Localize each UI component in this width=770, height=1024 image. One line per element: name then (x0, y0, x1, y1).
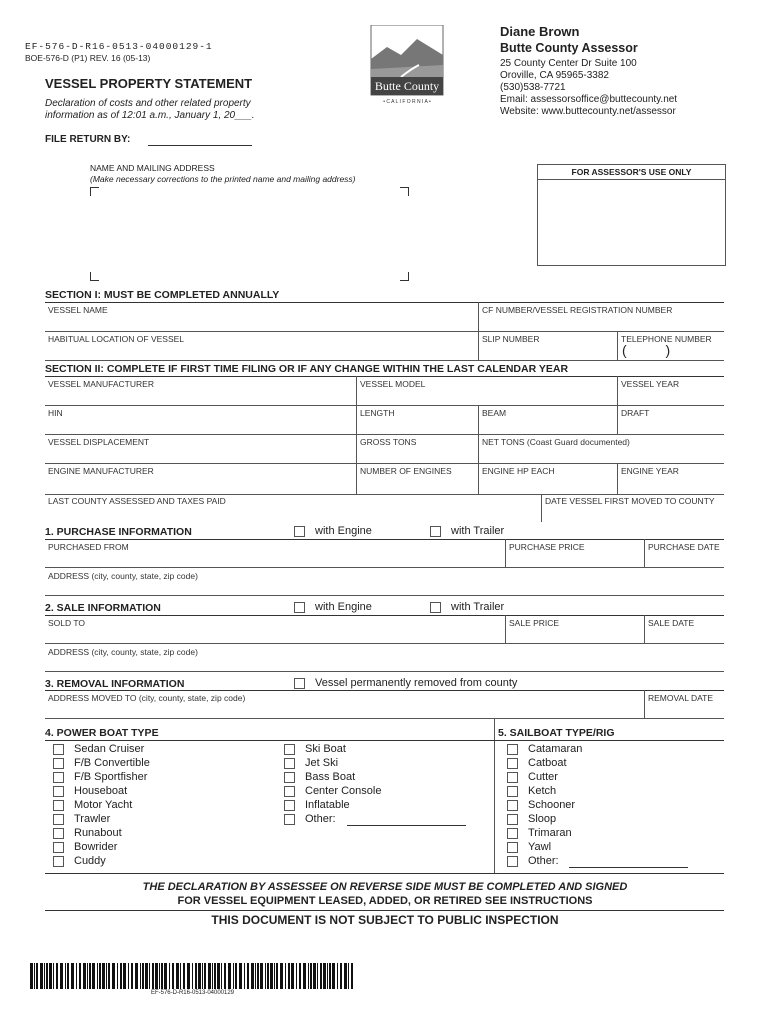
barcode-bar (195, 963, 197, 989)
assessor-phone: (530)538-7721 (500, 82, 566, 93)
boat-type-label: Motor Yacht (74, 799, 133, 811)
boat-type-label: Sloop (528, 813, 557, 825)
boat-type-label: Cutter (528, 771, 558, 783)
barcode-bar (299, 963, 301, 989)
barcode-bar (327, 963, 328, 989)
with-engine-label: with Engine (315, 601, 372, 613)
boat-type-label: Schooner (528, 799, 576, 811)
barcode-bar (142, 963, 144, 989)
date-moved-label: DATE VESSEL FIRST MOVED TO COUNTY (545, 496, 715, 506)
checkbox[interactable] (507, 828, 518, 839)
boat-type-option[interactable] (507, 841, 582, 855)
barcode-bar (323, 963, 326, 989)
vessel-year-label: VESSEL YEAR (621, 379, 680, 389)
boat-type-option[interactable] (507, 813, 582, 827)
boat-type-option[interactable] (507, 757, 582, 771)
checkbox[interactable] (284, 744, 295, 755)
sale-price-label: SALE PRICE (509, 618, 560, 628)
barcode-bar (155, 963, 158, 989)
checkbox[interactable] (507, 856, 518, 867)
purchase-price-label: PURCHASE PRICE (509, 542, 585, 552)
sale-address-label: ADDRESS (city, county, state, zip code) (48, 647, 198, 657)
removal-date-label: REMOVAL DATE (648, 693, 714, 703)
file-return-label: FILE RETURN BY: (45, 134, 131, 145)
manufacturer-label: VESSEL MANUFACTURER (48, 379, 154, 389)
boat-type-option[interactable] (284, 771, 381, 785)
displacement-label: VESSEL DISPLACEMENT (48, 437, 150, 447)
barcode-bar (169, 963, 170, 989)
checkbox[interactable] (284, 786, 295, 797)
barcode-bar (149, 963, 150, 989)
boat-type-label: F/B Sportfisher (74, 771, 148, 783)
barcode-bar (308, 963, 309, 989)
barcode-bar (36, 963, 38, 989)
barcode-bar (217, 963, 220, 989)
net-tons-label: NET TONS (Coast Guard documented) (482, 437, 630, 447)
assessor-website[interactable]: Website: www.buttecounty.net/assessor (500, 106, 676, 117)
barcode-bar (128, 963, 129, 989)
barcode-bar (159, 963, 160, 989)
barcode-bar (310, 963, 312, 989)
checkbox[interactable] (294, 678, 305, 689)
telephone-label: TELEPHONE NUMBER (621, 334, 712, 344)
cf-number-label: CF NUMBER/VESSEL REGISTRATION NUMBER (482, 305, 673, 315)
checkbox[interactable] (53, 758, 64, 769)
barcode-bar (176, 963, 179, 989)
county-logo (367, 25, 447, 105)
barcode-bar (204, 963, 206, 989)
corner-mark (90, 272, 99, 281)
barcode-bar (46, 963, 48, 989)
boat-type-label: Catboat (528, 757, 567, 769)
corner-mark (90, 187, 99, 196)
engine-year-label: ENGINE YEAR (621, 466, 679, 476)
barcode-bar (79, 963, 81, 989)
boat-type-label: Jet Ski (305, 757, 339, 769)
subtitle-1: Declaration of costs and other related property (45, 98, 251, 109)
assessor-office: Butte County Assessor (500, 41, 638, 55)
barcode-bar (112, 963, 115, 989)
barcode-bar (180, 963, 181, 989)
vessel-name-label: VESSEL NAME (48, 305, 108, 315)
barcode-bar (340, 963, 342, 989)
boat-type-label: Other: (528, 855, 559, 867)
barcode-bar (183, 963, 185, 989)
barcode-bar (145, 963, 148, 989)
boat-type-label: F/B Convertible (74, 757, 150, 769)
barcode-bar (348, 963, 349, 989)
mailing-note: (Make necessary corrections to the printed name and mailing address) (90, 174, 356, 184)
barcode-bar (288, 963, 290, 989)
barcode-bar (135, 963, 138, 989)
checkbox[interactable] (53, 828, 64, 839)
checkbox[interactable] (53, 786, 64, 797)
with-trailer-label: with Trailer (451, 601, 505, 613)
logo-text: Butte County (374, 79, 440, 93)
boat-type-label: Trawler (74, 813, 111, 825)
barcode-bar (97, 963, 98, 989)
barcode-bar (276, 963, 278, 989)
barcode-bar (212, 963, 213, 989)
checkbox[interactable] (53, 800, 64, 811)
boat-type-label: Sedan Cruiser (74, 743, 145, 755)
boat-type-label: Ketch (528, 785, 557, 797)
boat-type-label: Yawl (528, 841, 552, 853)
checkbox[interactable] (507, 786, 518, 797)
purchase-date-label: PURCHASE DATE (648, 542, 720, 552)
barcode-bar (67, 963, 69, 989)
barcode-bar (251, 963, 254, 989)
sale-title: 2. SALE INFORMATION (45, 602, 161, 614)
barcode-bar (65, 963, 66, 989)
barcode-bar (337, 963, 338, 989)
checkbox[interactable] (284, 800, 295, 811)
boat-type-label: Houseboat (74, 785, 128, 797)
barcode-bar (351, 963, 353, 989)
assessor-name: Diane Brown (500, 24, 580, 39)
checkbox[interactable] (507, 744, 518, 755)
boat-type-label: Cuddy (74, 855, 106, 867)
barcode-bar (30, 963, 33, 989)
checkbox[interactable] (294, 526, 305, 537)
barcode-bar (56, 963, 58, 989)
moved-to-label: ADDRESS MOVED TO (city, county, state, zip code) (48, 693, 246, 703)
boat-type-option[interactable] (284, 757, 381, 771)
checkbox[interactable] (53, 772, 64, 783)
barcode-bar (120, 963, 122, 989)
barcode-bar (49, 963, 52, 989)
barcode-bar (140, 963, 141, 989)
barcode-bar (274, 963, 275, 989)
barcode-bar (296, 963, 297, 989)
barcode-bar (320, 963, 322, 989)
form-revision: BOE-576-D (P1) REV. 16 (05-13) (25, 53, 151, 63)
barcode-bar (313, 963, 316, 989)
barcode-bar (221, 963, 222, 989)
barcode-bar (280, 963, 283, 989)
sale-date-label: SALE DATE (648, 618, 695, 628)
boat-type-option[interactable] (507, 785, 582, 799)
sailboat-title: 5. SAILBOAT TYPE/RIG (498, 727, 615, 739)
boat-type-label: Ski Boat (305, 743, 346, 755)
barcode-bar (108, 963, 110, 989)
barcode-bar (208, 963, 211, 989)
boat-type-label: Bowrider (74, 841, 118, 853)
section2-title: SECTION II: COMPLETE IF FIRST TIME FILING OR IF ANY CHANGE WITHIN THE LAST CALENDAR YEAR (45, 363, 569, 375)
barcode-bar (172, 963, 174, 989)
barcode-bar (152, 963, 154, 989)
boat-type-option[interactable] (53, 771, 150, 785)
barcode-bar (285, 963, 286, 989)
boat-type-option[interactable] (284, 785, 381, 799)
barcode-bar (106, 963, 107, 989)
boat-type-option[interactable] (507, 799, 582, 813)
checkbox[interactable] (284, 814, 295, 825)
form-code: EF-576-D-R16-0513-04000129-1 (25, 41, 213, 52)
boat-type-label: Other: (305, 813, 336, 825)
purchase-with-engine[interactable] (294, 525, 372, 537)
instructions-notice: FOR VESSEL EQUIPMENT LEASED, ADDED, OR RETIRED SEE INSTRUCTIONS (177, 895, 593, 907)
barcode-bar (265, 963, 266, 989)
barcode-bar (235, 963, 237, 989)
section1-title: SECTION I: MUST BE COMPLETED ANNUALLY (45, 289, 280, 301)
model-label: VESSEL MODEL (360, 379, 426, 389)
hin-label: HIN (48, 408, 63, 418)
boat-type-option[interactable] (507, 827, 582, 841)
barcode-bar (260, 963, 263, 989)
checkbox[interactable] (507, 814, 518, 825)
assessor-use-box (537, 164, 726, 266)
barcode-bar (192, 963, 193, 989)
checkbox[interactable] (430, 526, 441, 537)
checkbox[interactable] (507, 800, 518, 811)
barcode-bar (224, 963, 226, 989)
barcode-text: EF-576-D-R16-0513-04000129 (150, 990, 235, 996)
barcode-bar (89, 963, 91, 989)
barcode-bar (291, 963, 294, 989)
barcode-bar (44, 963, 45, 989)
boat-type-option[interactable] (53, 841, 150, 855)
barcode-bar (71, 963, 74, 989)
checkbox[interactable] (284, 772, 295, 783)
removed-from-county-option[interactable] (294, 677, 517, 689)
public-inspection-notice: THIS DOCUMENT IS NOT SUBJECT TO PUBLIC INSPECTION (211, 913, 559, 927)
purchase-title: 1. PURCHASE INFORMATION (45, 526, 192, 538)
last-county-label: LAST COUNTY ASSESSED AND TAXES PAID (48, 496, 226, 506)
barcode-bar (255, 963, 256, 989)
draft-label: DRAFT (621, 408, 650, 418)
removed-label: Vessel permanently removed from county (315, 677, 518, 689)
barcode-bar (202, 963, 203, 989)
barcode (30, 963, 355, 989)
checkbox[interactable] (430, 602, 441, 613)
checkbox[interactable] (284, 758, 295, 769)
corner-mark (400, 187, 409, 196)
checkbox[interactable] (53, 842, 64, 853)
checkbox[interactable] (507, 842, 518, 853)
barcode-bar (214, 963, 216, 989)
page-title: VESSEL PROPERTY STATEMENT (45, 76, 253, 91)
mailing-label: NAME AND MAILING ADDRESS (90, 163, 215, 173)
barcode-bar (198, 963, 201, 989)
purchased-from-label: PURCHASED FROM (48, 542, 129, 552)
barcode-bar (303, 963, 306, 989)
declaration-notice: THE DECLARATION BY ASSESSEE ON REVERSE SIDE MUST BE COMPLETED AND SIGNED (142, 881, 628, 893)
barcode-bar (99, 963, 101, 989)
telephone-area-code[interactable]: ( ) (622, 342, 671, 358)
power-boat-title: 4. POWER BOAT TYPE (45, 727, 159, 739)
boat-type-option[interactable] (53, 757, 150, 771)
assessor-address1: 25 County Center Dr Suite 100 (500, 58, 637, 69)
habitual-location-label: HABITUAL LOCATION OF VESSEL (48, 334, 185, 344)
assessor-use-label: FOR ASSESSOR'S USE ONLY (538, 165, 725, 180)
barcode-bar (332, 963, 335, 989)
beam-label: BEAM (482, 408, 507, 418)
boat-type-label: Trimaran (528, 827, 572, 839)
boat-type-option[interactable] (507, 743, 582, 757)
barcode-bar (164, 963, 167, 989)
num-engines-label: NUMBER OF ENGINES (360, 466, 452, 476)
boat-type-option[interactable] (284, 743, 381, 757)
engine-hp-label: ENGINE HP EACH (482, 466, 555, 476)
barcode-bar (161, 963, 163, 989)
assessor-contact (500, 58, 677, 118)
sale-with-trailer[interactable] (430, 601, 504, 613)
slip-number-label: SLIP NUMBER (482, 334, 540, 344)
barcode-bar (344, 963, 347, 989)
with-trailer-label: with Trailer (451, 525, 505, 537)
assessor-address2: Oroville, CA 95965-3382 (500, 70, 609, 81)
barcode-bar (244, 963, 245, 989)
sailboat-list (507, 743, 582, 869)
corner-mark (400, 272, 409, 281)
logo-sub: • C A L I F O R N I A • (383, 99, 431, 105)
sale-with-engine[interactable] (294, 601, 372, 613)
removal-title: 3. REMOVAL INFORMATION (45, 678, 185, 690)
barcode-bar (329, 963, 331, 989)
barcode-bar (257, 963, 259, 989)
barcode-bar (34, 963, 35, 989)
barcode-bar (60, 963, 63, 989)
barcode-bar (233, 963, 234, 989)
boat-type-option[interactable] (53, 813, 150, 827)
barcode-bar (76, 963, 77, 989)
gross-tons-label: GROSS TONS (360, 437, 417, 447)
barcode-bar (317, 963, 318, 989)
checkbox[interactable] (53, 814, 64, 825)
barcode-bar (267, 963, 269, 989)
subtitle-2: information as of 12:01 a.m., January 1, 20___. (45, 110, 255, 121)
purchase-address-label: ADDRESS (city, county, state, zip code) (48, 571, 198, 581)
barcode-bar (87, 963, 88, 989)
barcode-bar (131, 963, 133, 989)
power-boat-list-1 (53, 743, 150, 869)
boat-type-option[interactable] (53, 855, 150, 869)
length-label: LENGTH (360, 408, 395, 418)
barcode-bar (83, 963, 86, 989)
purchase-with-trailer[interactable] (430, 525, 504, 537)
checkbox[interactable] (507, 772, 518, 783)
boat-type-option[interactable] (53, 743, 150, 757)
boat-type-label: Runabout (74, 827, 122, 839)
checkbox[interactable] (507, 758, 518, 769)
boat-type-option[interactable] (53, 799, 150, 813)
barcode-bar (40, 963, 43, 989)
with-engine-label: with Engine (315, 525, 372, 537)
boat-type-label: Catamaran (528, 743, 583, 755)
assessor-email[interactable]: Email: assessorsoffice@buttecounty.net (500, 94, 678, 105)
boat-type-option[interactable] (507, 771, 582, 785)
sold-to-label: SOLD TO (48, 618, 86, 628)
boat-type-label: Bass Boat (305, 771, 356, 783)
boat-type-label: Center Console (305, 785, 382, 797)
boat-type-option[interactable] (53, 827, 150, 841)
barcode-bar (117, 963, 118, 989)
barcode-bar (187, 963, 190, 989)
barcode-bar (92, 963, 95, 989)
barcode-bar (247, 963, 249, 989)
barcode-bar (102, 963, 105, 989)
boat-type-option[interactable] (53, 785, 150, 799)
boat-type-label: Inflatable (305, 799, 350, 811)
boat-type-option[interactable] (284, 799, 381, 813)
checkbox[interactable] (294, 602, 305, 613)
power-boat-list-2 (284, 743, 381, 827)
barcode-bar (270, 963, 273, 989)
barcode-bar (239, 963, 242, 989)
barcode-bar (53, 963, 54, 989)
barcode-bar (228, 963, 231, 989)
engine-mfr-label: ENGINE MANUFACTURER (48, 466, 154, 476)
checkbox[interactable] (53, 856, 64, 867)
checkbox[interactable] (53, 744, 64, 755)
barcode-bar (123, 963, 126, 989)
